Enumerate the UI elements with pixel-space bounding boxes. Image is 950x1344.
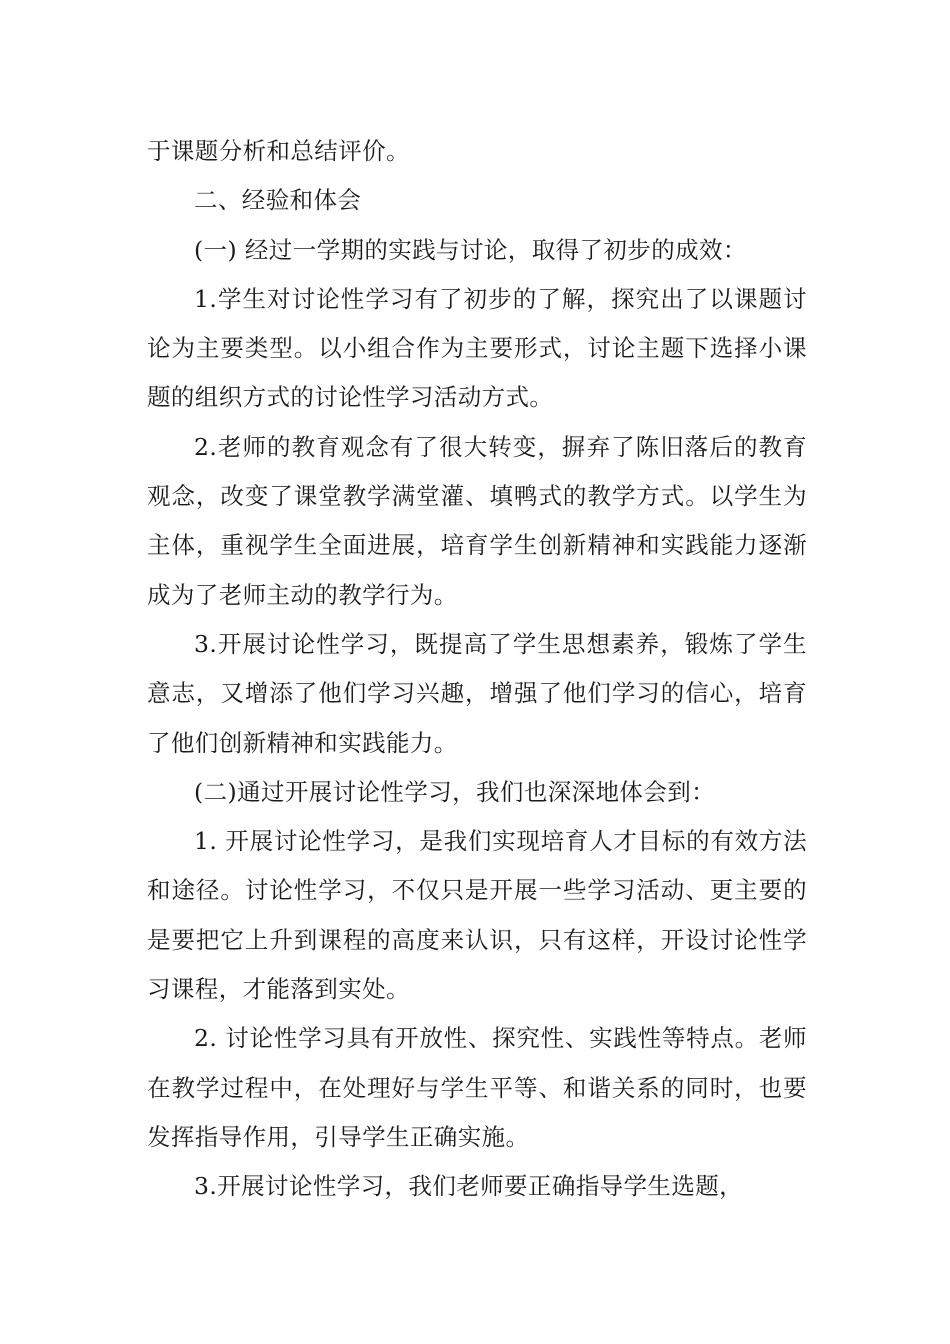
paragraph-insight-3: 3.开展讨论性学习，我们老师要正确指导学生选题， [194, 1172, 744, 1201]
subsection-heading-insights: (二)通过开展讨论性学习，我们也深深地体会到： [194, 777, 716, 806]
document-body [147, 127, 807, 1212]
paragraph-continuation: 于课题分析和总结评价。 [147, 137, 410, 165]
section-heading-experience: 二、经验和体会 [194, 186, 362, 215]
paragraph-result-1: 1.学生对讨论性学习有了初步的了解，探究出了以课题讨论为主要类型。以小组合作为主要形式，讨论主题下选择小课题的组织方式的讨论性学习活动方式。 [147, 284, 807, 412]
paragraph-result-2: 2.老师的教育观念有了很大转变，摒弃了陈旧落后的教育观念，改变了课堂教学满堂灌、填鸭式的教学方式。以学生为主体，重视学生全面进展，培育学生创新精神和实践能力逐渐成为了老师主动的教学行为。 [147, 432, 807, 609]
paragraph-insight-2: 2. 讨论性学习具有开放性、探究性、实践性等特点。老师在教学过程中，在处理好与学生平等、和谐关系的同时，也要发挥指导作用，引导学生正确实施。 [147, 1024, 807, 1151]
paragraph-result-3: 3.开展讨论性学习，既提高了学生思想素养，锻炼了学生意志，又增添了他们学习兴趣，增强了他们学习的信心，培育了他们创新精神和实践能力。 [147, 629, 807, 757]
paragraph-insight-1: 1. 开展讨论性学习，是我们实现培育人才目标的有效方法和途径。讨论性学习，不仅只是开展一些学习活动、更主要的是要把它上升到课程的高度来认识，只有这样，开设讨论性学习课程，才能落到实处。 [147, 827, 807, 1004]
subsection-heading-results: (一) 经过一学期的实践与讨论，取得了初步的成效： [194, 235, 747, 264]
